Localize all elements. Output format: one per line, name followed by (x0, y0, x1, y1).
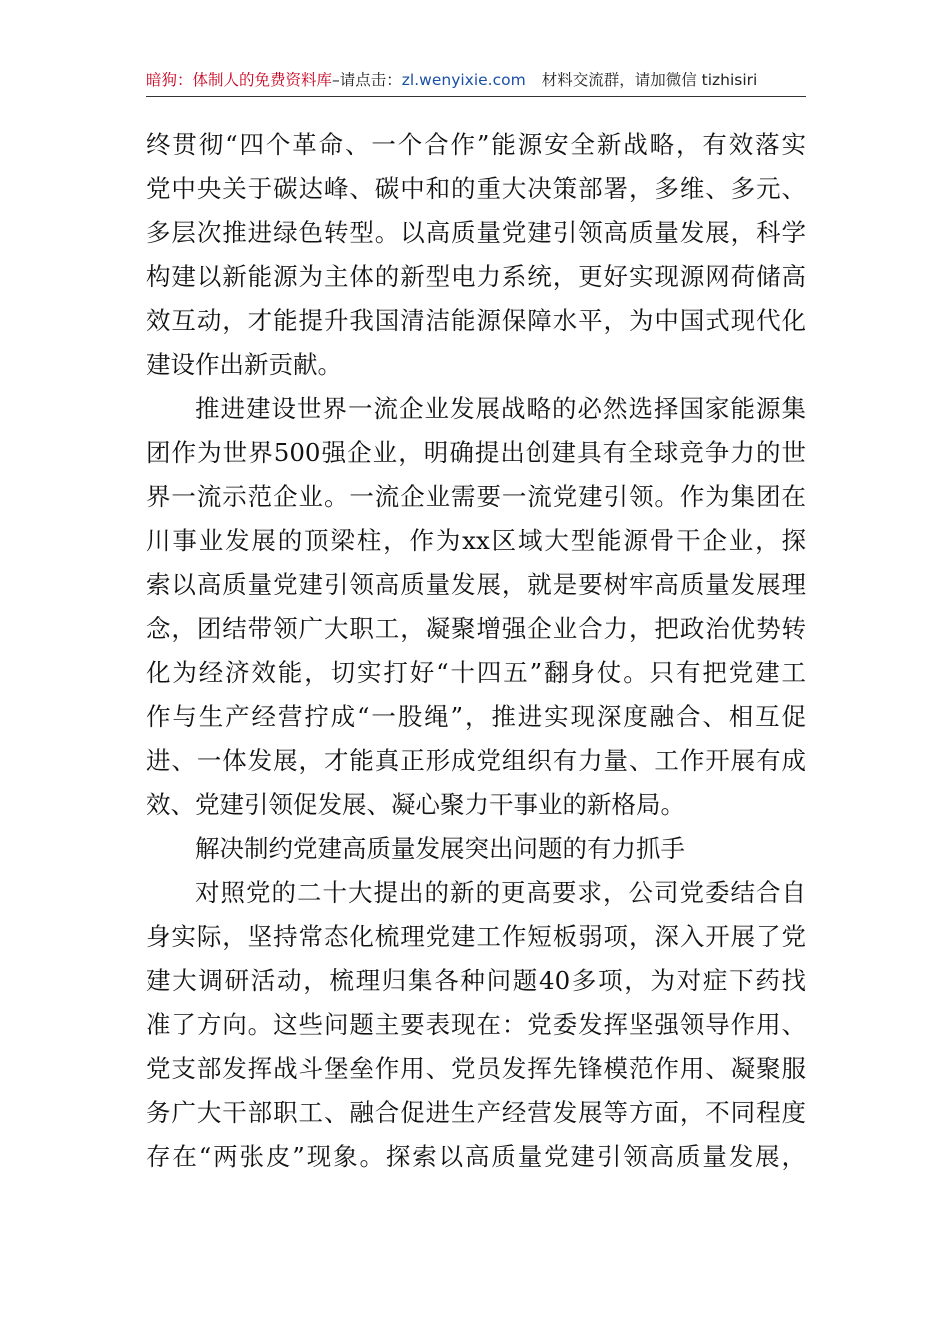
text-line: 作与生产经营拧成“一股绳”，推进实现深度融合、相互促 (146, 702, 806, 731)
section-heading (146, 827, 806, 871)
text-line: 推进建设世界一流企业发展战略的必然选择国家能源集 (195, 394, 806, 423)
header-url-link[interactable]: zl.wenyixie.com (401, 71, 526, 89)
text-line: 效、党建引领促发展、凝心聚力干事业的新格局。 (146, 790, 685, 819)
text-line: 党支部发挥战斗堡垒作用、党员发挥先锋模范作用、凝聚服 (146, 1054, 806, 1083)
paragraph (146, 123, 806, 387)
text-line: 进、一体发展，才能真正形成党组织有力量、工作开展有成 (146, 746, 806, 775)
header-brand: 暗狗：体制人的免费资料库 (146, 71, 333, 89)
paragraph (146, 871, 806, 1179)
text-line: 界一流示范企业。一流企业需要一流党建引领。作为集团在 (146, 482, 806, 511)
heading-line: 解决制约党建高质量发展突出问题的有力抓手 (195, 834, 685, 863)
page-header (146, 66, 806, 94)
text-line: 效互动，才能提升我国清洁能源保障水平，为中国式现代化 (146, 306, 806, 335)
text-line: 团作为世界500强企业，明确提出创建具有全球竞争力的世 (146, 438, 806, 467)
header-divider (146, 96, 806, 97)
paragraph (146, 387, 806, 827)
text-line: 多层次推进绿色转型。以高质量党建引领高质量发展，科学 (146, 218, 806, 247)
text-line: 化为经济效能，切实打好“十四五”翻身仗。只有把党建工 (146, 658, 806, 687)
text-line: 构建以新能源为主体的新型电力系统，更好实现源网荷储高 (146, 262, 806, 291)
header-group-note: 材料交流群，请加微信 tizhisiri (541, 71, 758, 89)
text-line: 终贯彻“四个革命、一个合作”能源安全新战略，有效落实 (146, 130, 806, 159)
text-line: 身实际，坚持常态化梳理党建工作短板弱项，深入开展了党 (146, 922, 806, 951)
text-line: 准了方向。这些问题主要表现在：党委发挥坚强领导作用、 (146, 1010, 806, 1039)
text-line: 建设作出新贡献。 (146, 350, 342, 379)
text-line: 党中央关于碳达峰、碳中和的重大决策部署，多维、多元、 (146, 174, 806, 203)
text-line: 建大调研活动，梳理归集各种问题40多项，为对症下药找 (146, 966, 806, 995)
text-line: 念，团结带领广大职工，凝聚增强企业合力，把政治优势转 (146, 614, 806, 643)
text-line: 索以高质量党建引领高质量发展，就是要树牢高质量发展理 (146, 570, 806, 599)
document-body (146, 123, 806, 1179)
text-line: 存在“两张皮”现象。探索以高质量党建引领高质量发展， (146, 1142, 806, 1171)
header-prompt: –请点击： (332, 71, 402, 89)
text-line: 对照党的二十大提出的新的更高要求，公司党委结合自 (195, 878, 806, 907)
text-line: 务广大干部职工、融合促进生产经营发展等方面，不同程度 (146, 1098, 806, 1127)
text-line: 川事业发展的顶梁柱，作为xx区域大型能源骨干企业，探 (146, 526, 806, 555)
